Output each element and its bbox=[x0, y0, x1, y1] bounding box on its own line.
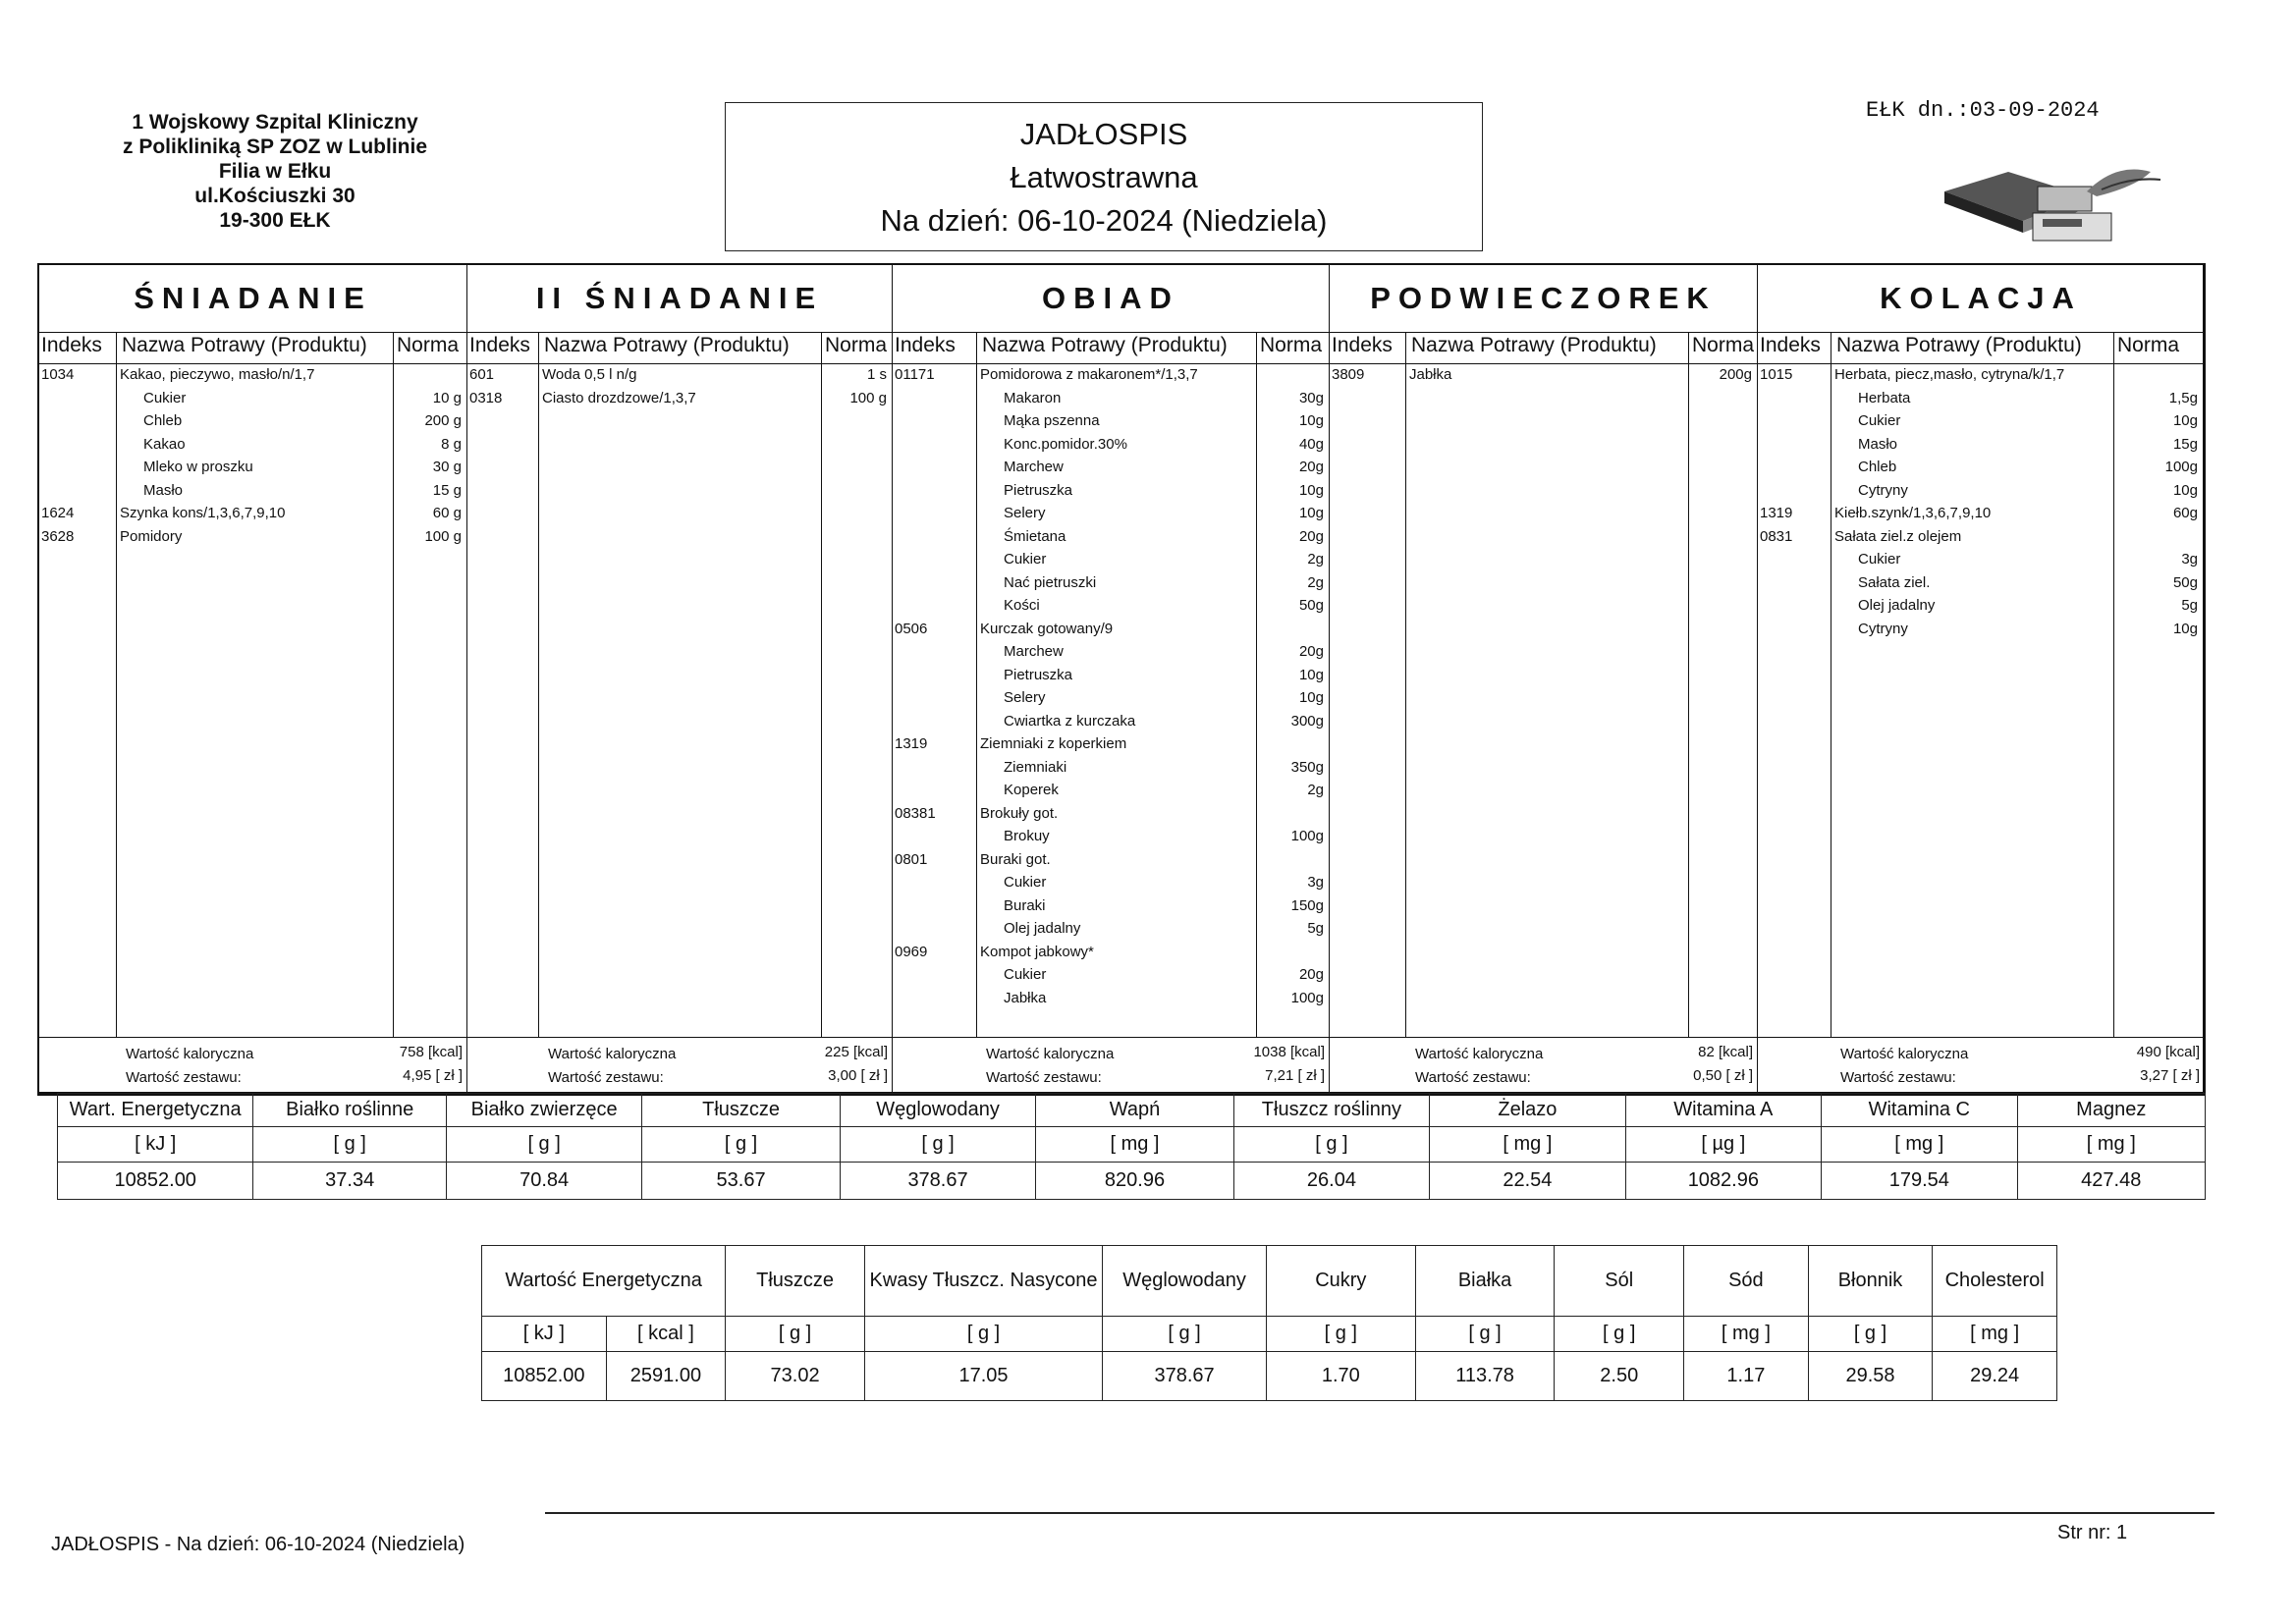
item-norm: 100 g bbox=[849, 389, 887, 406]
item-norm: 100g bbox=[1290, 989, 1324, 1006]
menu-item-row bbox=[893, 528, 1329, 550]
item-name: Pietruszka bbox=[1004, 481, 1073, 499]
nutrient-value: 73.02 bbox=[726, 1352, 865, 1401]
nutrient-unit: [ g ] bbox=[253, 1127, 446, 1163]
meal-summary bbox=[1330, 1037, 1757, 1093]
set-value: 4,95 [ zł ] bbox=[403, 1067, 463, 1084]
item-norm: 15 g bbox=[432, 481, 462, 499]
meal-summary bbox=[39, 1037, 466, 1093]
item-name: Ziemniaki z koperkiem bbox=[980, 735, 1127, 752]
nutrient-header: Witamina A bbox=[1625, 1094, 1821, 1127]
menu-item-row bbox=[39, 505, 466, 526]
calorie-label: Wartość kaloryczna bbox=[126, 1046, 254, 1062]
nutrient-unit: [ g ] bbox=[642, 1127, 840, 1163]
nutrient-header: Tłuszcz roślinny bbox=[1233, 1094, 1429, 1127]
item-name: Olej jadalny bbox=[1004, 920, 1081, 937]
item-name: Mąka pszenna bbox=[1004, 412, 1100, 429]
nutrient-value: 26.04 bbox=[1233, 1163, 1429, 1200]
hospital-line: ul.Kościuszki 30 bbox=[194, 185, 355, 207]
item-norm: 30 g bbox=[432, 459, 462, 475]
nutrient-unit: [ g ] bbox=[1555, 1317, 1684, 1352]
calorie-value: 490 [kcal] bbox=[2136, 1044, 2200, 1060]
item-name: Cukier bbox=[1004, 551, 1047, 568]
col-name: Nazwa Potrawy (Produktu) bbox=[982, 334, 1228, 356]
menu-item-row bbox=[893, 920, 1329, 942]
item-norm: 5g bbox=[2181, 597, 2198, 614]
item-index: 601 bbox=[469, 366, 495, 383]
nutrient-value: 427.48 bbox=[2017, 1163, 2205, 1200]
nutrient-value: 2.50 bbox=[1555, 1352, 1684, 1401]
nutrient-value: 37.34 bbox=[253, 1163, 446, 1200]
col-name: Nazwa Potrawy (Produktu) bbox=[122, 334, 367, 356]
item-name: Masło bbox=[143, 481, 184, 499]
item-norm: 10g bbox=[1298, 505, 1324, 521]
set-value-label: Wartość zestawu: bbox=[548, 1069, 664, 1086]
item-norm: 30g bbox=[1298, 389, 1324, 406]
nutrient-unit: [ g ] bbox=[840, 1127, 1035, 1163]
nutrient-value: 29.24 bbox=[1933, 1352, 2057, 1401]
nutrient-unit: [ g ] bbox=[1808, 1317, 1933, 1352]
hospital-address bbox=[69, 110, 481, 233]
menu-item-row bbox=[893, 643, 1329, 665]
nutrient-value: 29.58 bbox=[1808, 1352, 1933, 1401]
item-name: Jabłka bbox=[1409, 366, 1452, 383]
item-name: Woda 0,5 l n/g bbox=[542, 366, 637, 383]
menu-item-row bbox=[39, 459, 466, 480]
nutrient-unit: [ µg ] bbox=[1625, 1127, 1821, 1163]
col-norm: Norma bbox=[825, 334, 888, 356]
nutrient-header: Magnez bbox=[2017, 1094, 2205, 1127]
item-norm: 200g bbox=[1719, 366, 1752, 383]
item-index: 0801 bbox=[895, 850, 928, 868]
item-name: Szynka kons/1,3,6,7,9,10 bbox=[120, 505, 286, 521]
item-name: Cukier bbox=[1004, 966, 1047, 983]
diet-name: Łatwostrawna bbox=[1010, 160, 1198, 194]
menu-item-row bbox=[893, 689, 1329, 711]
item-index: 1015 bbox=[1760, 366, 1793, 383]
item-norm: 2g bbox=[1307, 551, 1324, 568]
item-name: Brokuy bbox=[1004, 828, 1050, 844]
nutrient-value: 17.05 bbox=[864, 1352, 1102, 1401]
menu-item-row bbox=[39, 436, 466, 458]
nutrient-unit: [ g ] bbox=[1103, 1317, 1267, 1352]
item-norm: 3g bbox=[2181, 551, 2198, 568]
item-index: 1624 bbox=[41, 505, 75, 521]
menu-item-row bbox=[893, 944, 1329, 965]
item-name: Selery bbox=[1004, 505, 1046, 521]
meal-title: KOLACJA bbox=[1758, 265, 2204, 333]
meal-section bbox=[39, 265, 467, 1092]
menu-item-row bbox=[1758, 390, 2204, 411]
item-norm: 300g bbox=[1290, 712, 1324, 730]
item-norm: 2g bbox=[1307, 782, 1324, 798]
set-value-label: Wartość zestawu: bbox=[1415, 1069, 1531, 1086]
menu-item-row bbox=[1758, 436, 2204, 458]
nutrient-header: Witamina C bbox=[1822, 1094, 2017, 1127]
menu-item-row bbox=[893, 990, 1329, 1011]
menu-item-row bbox=[893, 597, 1329, 619]
item-norm: 60 g bbox=[432, 505, 462, 521]
nutrient-value: 53.67 bbox=[642, 1163, 840, 1200]
column-header-row bbox=[1330, 332, 1757, 364]
menu-item-row bbox=[893, 482, 1329, 504]
menu-item-row bbox=[39, 482, 466, 504]
col-norm: Norma bbox=[1260, 334, 1323, 356]
nutrient-header: Kwasy Tłuszcz. Nasycone bbox=[864, 1246, 1102, 1317]
nutrient-unit: [ g ] bbox=[1415, 1317, 1555, 1352]
nutrient-unit: [ g ] bbox=[446, 1127, 641, 1163]
menu-item-row bbox=[893, 805, 1329, 827]
document-title: JADŁOSPIS bbox=[1019, 117, 1188, 151]
menu-item-row bbox=[893, 621, 1329, 642]
hospital-line: 19-300 EŁK bbox=[219, 209, 331, 232]
item-norm: 10g bbox=[1298, 666, 1324, 683]
item-name: Ziemniaki bbox=[1004, 758, 1067, 776]
meal-section bbox=[467, 265, 893, 1092]
menu-item-row bbox=[893, 459, 1329, 480]
nutrient-header: Białka bbox=[1415, 1246, 1555, 1317]
item-index: 08381 bbox=[895, 804, 936, 822]
col-index: Indeks bbox=[1760, 334, 1821, 356]
set-value-label: Wartość zestawu: bbox=[986, 1069, 1102, 1086]
nutrient-header: Cholesterol bbox=[1933, 1246, 2057, 1317]
item-name: Buraki bbox=[1004, 896, 1046, 914]
item-norm: 1 s bbox=[866, 366, 887, 383]
set-value: 3,27 [ zł ] bbox=[2140, 1067, 2200, 1084]
item-index: 01171 bbox=[895, 366, 935, 383]
hospital-line: 1 Wojskowy Szpital Kliniczny bbox=[132, 111, 418, 134]
title-box bbox=[725, 102, 1483, 251]
nutrient-unit: [ kcal ] bbox=[606, 1317, 726, 1352]
item-name: Koperek bbox=[1004, 782, 1059, 798]
nutrient-unit: [ mg ] bbox=[1036, 1127, 1233, 1163]
item-name: Kurczak gotowany/9 bbox=[980, 620, 1114, 637]
item-name: Buraki got. bbox=[980, 850, 1051, 868]
nutrient-header: Błonnik bbox=[1808, 1246, 1933, 1317]
item-name: Kakao bbox=[143, 435, 186, 453]
item-norm: 15g bbox=[2172, 435, 2198, 453]
nutrient-header: Tłuszcze bbox=[726, 1246, 865, 1317]
item-norm: 100 g bbox=[424, 527, 462, 545]
item-norm: 10g bbox=[1298, 689, 1324, 706]
menu-item-row bbox=[467, 366, 892, 388]
nutrient-value: 10852.00 bbox=[482, 1352, 607, 1401]
column-header-row bbox=[1758, 332, 2204, 364]
item-name: Pomidorowa z makaronem*/1,3,7 bbox=[980, 366, 1198, 383]
col-index: Indeks bbox=[1332, 334, 1393, 356]
nutrient-header: Węglowodany bbox=[1103, 1246, 1267, 1317]
menu-item-row bbox=[893, 966, 1329, 988]
nutrient-value: 378.67 bbox=[840, 1163, 1035, 1200]
menu-item-row bbox=[1758, 505, 2204, 526]
item-name: Marchew bbox=[1004, 643, 1064, 660]
item-norm: 200 g bbox=[424, 412, 462, 429]
nutrient-value: 70.84 bbox=[446, 1163, 641, 1200]
item-norm: 20g bbox=[1298, 527, 1324, 545]
page-number: Str nr: 1 bbox=[2057, 1522, 2128, 1543]
menu-item-row bbox=[893, 851, 1329, 873]
item-norm: 150g bbox=[1290, 896, 1324, 914]
item-norm: 10g bbox=[1298, 481, 1324, 499]
nutrient-unit: [ g ] bbox=[864, 1317, 1102, 1352]
nutrient-unit: [ mg ] bbox=[1822, 1127, 2017, 1163]
menu-item-row bbox=[39, 366, 466, 388]
set-value: 0,50 [ zł ] bbox=[1693, 1067, 1753, 1084]
item-name: Cukier bbox=[1858, 412, 1901, 429]
nutrient-header: Sól bbox=[1555, 1246, 1684, 1317]
item-norm: 10g bbox=[2172, 620, 2198, 637]
menu-item-row bbox=[893, 735, 1329, 757]
item-norm: 100g bbox=[1290, 828, 1324, 844]
menu-item-row bbox=[893, 436, 1329, 458]
item-index: 0506 bbox=[895, 620, 928, 637]
nutrient-table-2 bbox=[481, 1245, 2057, 1401]
item-name: Pomidory bbox=[120, 527, 183, 545]
nutrient-value: 1.70 bbox=[1266, 1352, 1415, 1401]
menu-item-row bbox=[893, 874, 1329, 895]
item-norm: 100g bbox=[2164, 459, 2198, 475]
nutrient-header: Cukry bbox=[1266, 1246, 1415, 1317]
nutrient-unit: [ mg ] bbox=[1684, 1317, 1809, 1352]
menu-item-row bbox=[893, 551, 1329, 572]
hospital-line: Filia w Ełku bbox=[218, 160, 332, 183]
meal-summary bbox=[893, 1037, 1329, 1093]
item-norm: 350g bbox=[1290, 758, 1324, 776]
menu-item-row bbox=[893, 897, 1329, 919]
menu-item-row bbox=[39, 528, 466, 550]
meal-section bbox=[1758, 265, 2204, 1092]
nutrient-value: 378.67 bbox=[1103, 1352, 1267, 1401]
nutrient-unit: [ g ] bbox=[726, 1317, 865, 1352]
menu-item-row bbox=[467, 390, 892, 411]
menu-item-row bbox=[39, 412, 466, 434]
item-norm: 20g bbox=[1298, 459, 1324, 475]
item-index: 0831 bbox=[1760, 527, 1793, 545]
item-name: Kakao, pieczywo, masło/n/1,7 bbox=[120, 366, 315, 383]
item-norm: 20g bbox=[1298, 966, 1324, 983]
nutrient-header: Białko zwierzęce bbox=[446, 1094, 641, 1127]
nutrient-value: 10852.00 bbox=[58, 1163, 253, 1200]
calorie-label: Wartość kaloryczna bbox=[548, 1046, 677, 1062]
calorie-value: 1038 [kcal] bbox=[1253, 1044, 1325, 1060]
item-name: Cukier bbox=[1858, 551, 1901, 568]
item-norm: 50g bbox=[2172, 573, 2198, 591]
menu-item-row bbox=[1758, 412, 2204, 434]
item-name: Pietruszka bbox=[1004, 666, 1073, 683]
col-index: Indeks bbox=[41, 334, 102, 356]
calorie-value: 758 [kcal] bbox=[399, 1044, 463, 1060]
item-norm: 10 g bbox=[432, 389, 462, 406]
menu-item-row bbox=[893, 713, 1329, 734]
item-norm: 20g bbox=[1298, 643, 1324, 660]
footer-divider bbox=[545, 1512, 2214, 1514]
nutrient-unit: [ g ] bbox=[1233, 1127, 1429, 1163]
nutrient-header: Wartość Energetyczna bbox=[482, 1246, 726, 1317]
item-name: Cwiartka z kurczaka bbox=[1004, 712, 1136, 730]
menu-item-row bbox=[1758, 528, 2204, 550]
nutrient-header: Wart. Energetyczna bbox=[58, 1094, 253, 1127]
meal-table bbox=[37, 263, 2206, 1096]
item-index: 1034 bbox=[41, 366, 75, 383]
nutrient-unit: [ mg ] bbox=[1430, 1127, 1625, 1163]
menu-item-row bbox=[1758, 482, 2204, 504]
item-name: Selery bbox=[1004, 689, 1046, 706]
item-norm: 1,5g bbox=[2168, 389, 2198, 406]
item-index: 0318 bbox=[469, 389, 503, 406]
meal-summary bbox=[467, 1037, 892, 1093]
item-name: Sałata ziel.z olejem bbox=[1834, 527, 1962, 545]
col-index: Indeks bbox=[469, 334, 530, 356]
nutrient-value: 1082.96 bbox=[1625, 1163, 1821, 1200]
item-name: Ciasto drozdzowe/1,3,7 bbox=[542, 389, 696, 406]
nutrient-unit: [ kJ ] bbox=[58, 1127, 253, 1163]
item-name: Sałata ziel. bbox=[1858, 573, 1931, 591]
set-value-label: Wartość zestawu: bbox=[1840, 1069, 1956, 1086]
menu-item-row bbox=[893, 782, 1329, 803]
set-value: 7,21 [ zł ] bbox=[1265, 1067, 1325, 1084]
menu-item-row bbox=[1758, 621, 2204, 642]
col-name: Nazwa Potrawy (Produktu) bbox=[1411, 334, 1657, 356]
item-name: Śmietana bbox=[1004, 527, 1066, 545]
col-norm: Norma bbox=[2117, 334, 2180, 356]
date-stamp: EŁK dn.:03-09-2024 bbox=[1866, 98, 2100, 123]
item-name: Herbata bbox=[1858, 389, 1911, 406]
nutrient-unit: [ mg ] bbox=[2017, 1127, 2205, 1163]
col-norm: Norma bbox=[1692, 334, 1755, 356]
column-header-row bbox=[39, 332, 466, 364]
item-name: Masło bbox=[1858, 435, 1898, 453]
item-norm: 3g bbox=[1307, 874, 1324, 891]
item-norm: 10g bbox=[1298, 412, 1324, 429]
nutrient-value: 179.54 bbox=[1822, 1163, 2017, 1200]
column-header-row bbox=[467, 332, 892, 364]
item-norm: 8 g bbox=[441, 435, 462, 453]
item-norm: 10g bbox=[2172, 412, 2198, 429]
nutrient-value: 2591.00 bbox=[606, 1352, 726, 1401]
set-value: 3,00 [ zł ] bbox=[828, 1067, 888, 1084]
item-index: 0969 bbox=[895, 943, 928, 960]
menu-item-row bbox=[893, 759, 1329, 781]
item-name: Konc.pomidor.30% bbox=[1004, 435, 1127, 453]
item-index: 1319 bbox=[895, 735, 928, 752]
menu-item-row bbox=[1758, 366, 2204, 388]
item-name: Cukier bbox=[1004, 874, 1047, 891]
menu-item-row bbox=[1758, 459, 2204, 480]
nutrient-value: 1.17 bbox=[1684, 1352, 1809, 1401]
calorie-value: 82 [kcal] bbox=[1698, 1044, 1753, 1060]
menu-item-row bbox=[1758, 597, 2204, 619]
nutrient-header: Sód bbox=[1684, 1246, 1809, 1317]
item-norm: 2g bbox=[1307, 573, 1324, 591]
calorie-value: 225 [kcal] bbox=[824, 1044, 888, 1060]
item-name: Mleko w proszku bbox=[143, 459, 253, 475]
calorie-label: Wartość kaloryczna bbox=[1840, 1046, 1969, 1062]
col-norm: Norma bbox=[397, 334, 460, 356]
nutrient-value: 22.54 bbox=[1430, 1163, 1625, 1200]
nutrient-header: Węglowodany bbox=[840, 1094, 1035, 1127]
item-norm: 60g bbox=[2172, 505, 2198, 521]
nutrient-value: 820.96 bbox=[1036, 1163, 1233, 1200]
col-name: Nazwa Potrawy (Produktu) bbox=[1836, 334, 2082, 356]
item-name: Chleb bbox=[143, 412, 183, 429]
item-name: Olej jadalny bbox=[1858, 597, 1936, 614]
menu-item-row bbox=[893, 667, 1329, 688]
menu-date: Na dzień: 06-10-2024 (Niedziela) bbox=[880, 203, 1328, 238]
item-name: Cytryny bbox=[1858, 481, 1908, 499]
item-name: Kompot jabkowy* bbox=[980, 943, 1094, 960]
item-name: Chleb bbox=[1858, 459, 1897, 475]
item-norm: 50g bbox=[1298, 597, 1324, 614]
menu-item-row bbox=[1758, 574, 2204, 596]
nutrient-value: 113.78 bbox=[1415, 1352, 1555, 1401]
footer-date: JADŁOSPIS - Na dzień: 06-10-2024 (Niedziela) bbox=[51, 1534, 465, 1555]
hospital-line: z Polikliniką SP ZOZ w Lublinie bbox=[123, 135, 427, 158]
item-index: 3809 bbox=[1332, 366, 1365, 383]
item-name: Kiełb.szynk/1,3,6,7,9,10 bbox=[1834, 505, 1992, 521]
nutrient-header: Żelazo bbox=[1430, 1094, 1625, 1127]
menu-item-row bbox=[1758, 551, 2204, 572]
item-name: Cytryny bbox=[1858, 620, 1908, 637]
meal-section bbox=[893, 265, 1330, 1092]
item-norm: 40g bbox=[1298, 435, 1324, 453]
meal-title: ŚNIADANIE bbox=[39, 265, 466, 333]
book-computer-logo-icon bbox=[1940, 152, 2165, 245]
nutrient-header: Białko roślinne bbox=[253, 1094, 446, 1127]
menu-item-row bbox=[39, 390, 466, 411]
item-norm: 10g bbox=[2172, 481, 2198, 499]
meal-summary bbox=[1758, 1037, 2204, 1093]
meal-title: II ŚNIADANIE bbox=[467, 265, 892, 333]
calorie-label: Wartość kaloryczna bbox=[1415, 1046, 1544, 1062]
item-name: Brokuły got. bbox=[980, 804, 1059, 822]
nutrient-table-1 bbox=[57, 1093, 2206, 1200]
item-index: 3628 bbox=[41, 527, 75, 545]
column-header-row bbox=[893, 332, 1329, 364]
menu-item-row bbox=[893, 505, 1329, 526]
nutrient-unit: [ kJ ] bbox=[482, 1317, 607, 1352]
col-index: Indeks bbox=[895, 334, 956, 356]
nutrient-unit: [ mg ] bbox=[1933, 1317, 2057, 1352]
menu-item-row bbox=[893, 390, 1329, 411]
item-name: Kości bbox=[1004, 597, 1040, 614]
nutrient-unit: [ g ] bbox=[1266, 1317, 1415, 1352]
menu-item-row bbox=[893, 412, 1329, 434]
item-name: Cukier bbox=[143, 389, 187, 406]
item-name: Jabłka bbox=[1004, 989, 1047, 1006]
item-name: Makaron bbox=[1004, 389, 1062, 406]
item-name: Marchew bbox=[1004, 459, 1064, 475]
item-name: Herbata, piecz,masło, cytryna/k/1,7 bbox=[1834, 366, 2065, 383]
menu-item-row bbox=[893, 828, 1329, 849]
menu-item-row bbox=[893, 366, 1329, 388]
set-value-label: Wartość zestawu: bbox=[126, 1069, 242, 1086]
meal-title: OBIAD bbox=[893, 265, 1329, 333]
menu-item-row bbox=[893, 574, 1329, 596]
meal-section bbox=[1330, 265, 1758, 1092]
item-index: 1319 bbox=[1760, 505, 1793, 521]
meal-title: PODWIECZOREK bbox=[1330, 265, 1757, 333]
nutrient-header: Wapń bbox=[1036, 1094, 1233, 1127]
menu-item-row bbox=[1330, 366, 1757, 388]
calorie-label: Wartość kaloryczna bbox=[986, 1046, 1115, 1062]
item-name: Nać pietruszki bbox=[1004, 573, 1097, 591]
col-name: Nazwa Potrawy (Produktu) bbox=[544, 334, 790, 356]
item-norm: 5g bbox=[1307, 920, 1324, 937]
nutrient-header: Tłuszcze bbox=[642, 1094, 840, 1127]
